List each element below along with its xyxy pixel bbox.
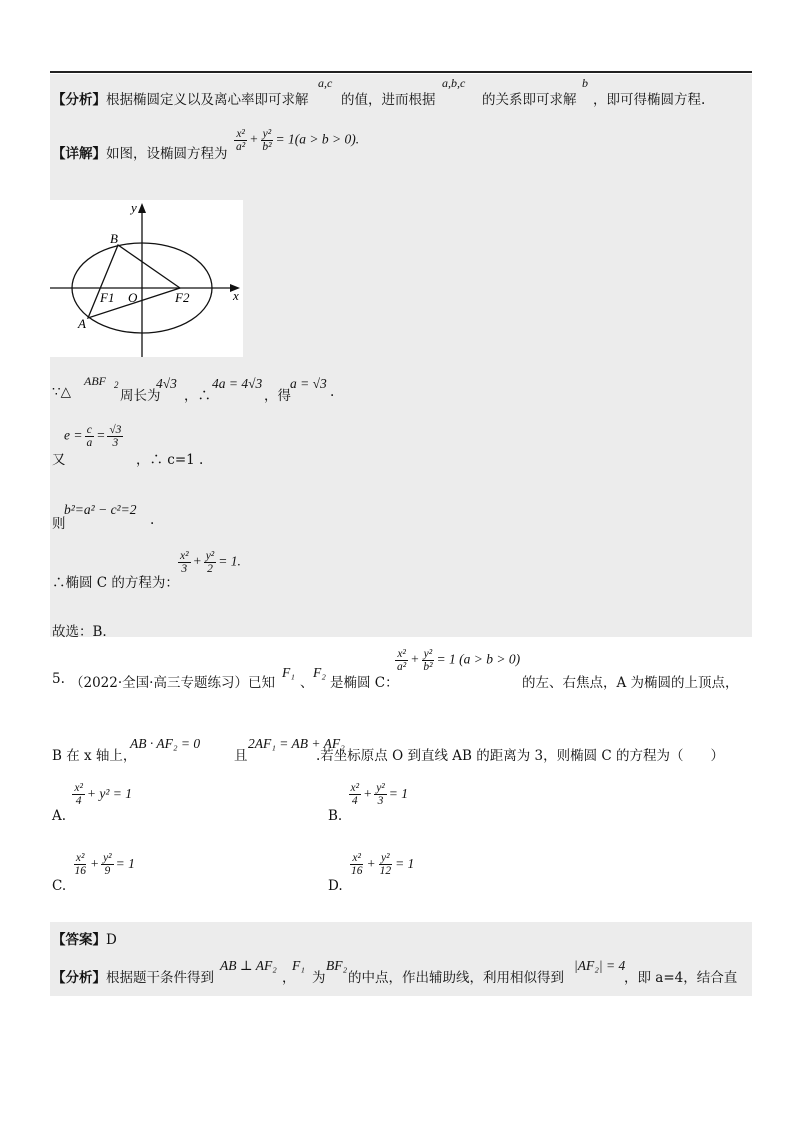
answer-value: D: [106, 932, 117, 948]
analysis2-line: 【分析】根据题干条件得到: [52, 970, 214, 986]
ellipse-equation: $\frac{\text{x²}}{\text{a²}}$ + $\frac{\text{y²}}{\text{b²}}$ = 1(a > b > 0).: [236, 128, 360, 154]
answer-label: 【答案】: [52, 932, 106, 948]
b-squared-eq: b²=a² − c²=2: [64, 502, 137, 517]
label-F1: F1: [100, 290, 115, 305]
label-x: x: [233, 288, 239, 303]
detail-label: 【详解】: [52, 146, 106, 162]
ellipse-figure: [50, 200, 243, 357]
q5-ellipse-eq: $\frac{\text{x²}}{\text{a²}}$ + $\frac{\text{y²}}{\text{b²}}$ = 1 (a > b > 0): [397, 648, 521, 674]
label-O: O: [128, 290, 138, 305]
q5-source: （2022·全国·高三专题练习）已知: [70, 675, 275, 691]
detail-line: 【详解】如图，设椭圆方程为: [52, 146, 228, 162]
label-A: A: [78, 316, 86, 331]
q5-number: 5.: [52, 671, 65, 687]
option-c[interactable]: C. $\frac{\text{x²}}{16}$ + $\frac{\text{y²}}{9}$ = 1: [52, 852, 135, 894]
vector-dot-eq: AB · AF₂ = 0: [130, 736, 201, 751]
eccentricity-eq: e = $\frac{c}{a}$ = $\frac{√3}{3}$: [64, 424, 122, 450]
step1-line: ∵△: [52, 384, 71, 400]
step2-you: 又: [52, 452, 66, 468]
analysis-label: 【分析】: [52, 92, 106, 108]
option-d[interactable]: D. $\frac{\text{x²}}{16}$ + $\frac{\text{y²}}{12}$ = 1: [328, 852, 415, 894]
option-b[interactable]: B. $\frac{\text{x²}}{4}$ + $\frac{\text{y²}}{3}$ = 1: [328, 782, 409, 824]
choice-result: 故选：B.: [52, 624, 107, 640]
analysis-line: 【分析】根据椭圆定义以及离心率即可求解: [52, 92, 309, 108]
label-B: B: [110, 231, 118, 246]
answer-line: [52, 928, 117, 948]
final-equation: $\frac{\text{x²}}{3}$ + $\frac{\text{y²}}{2}$ = 1.: [180, 550, 241, 576]
vector-sum-eq: 2AF₁ = AB + AF₂: [248, 736, 345, 751]
label-y: y: [131, 200, 137, 215]
option-a[interactable]: A. $\frac{\text{x²}}{4}$ + y² = 1: [52, 782, 133, 824]
top-rule: [50, 71, 752, 73]
label-F2: F2: [175, 290, 190, 305]
